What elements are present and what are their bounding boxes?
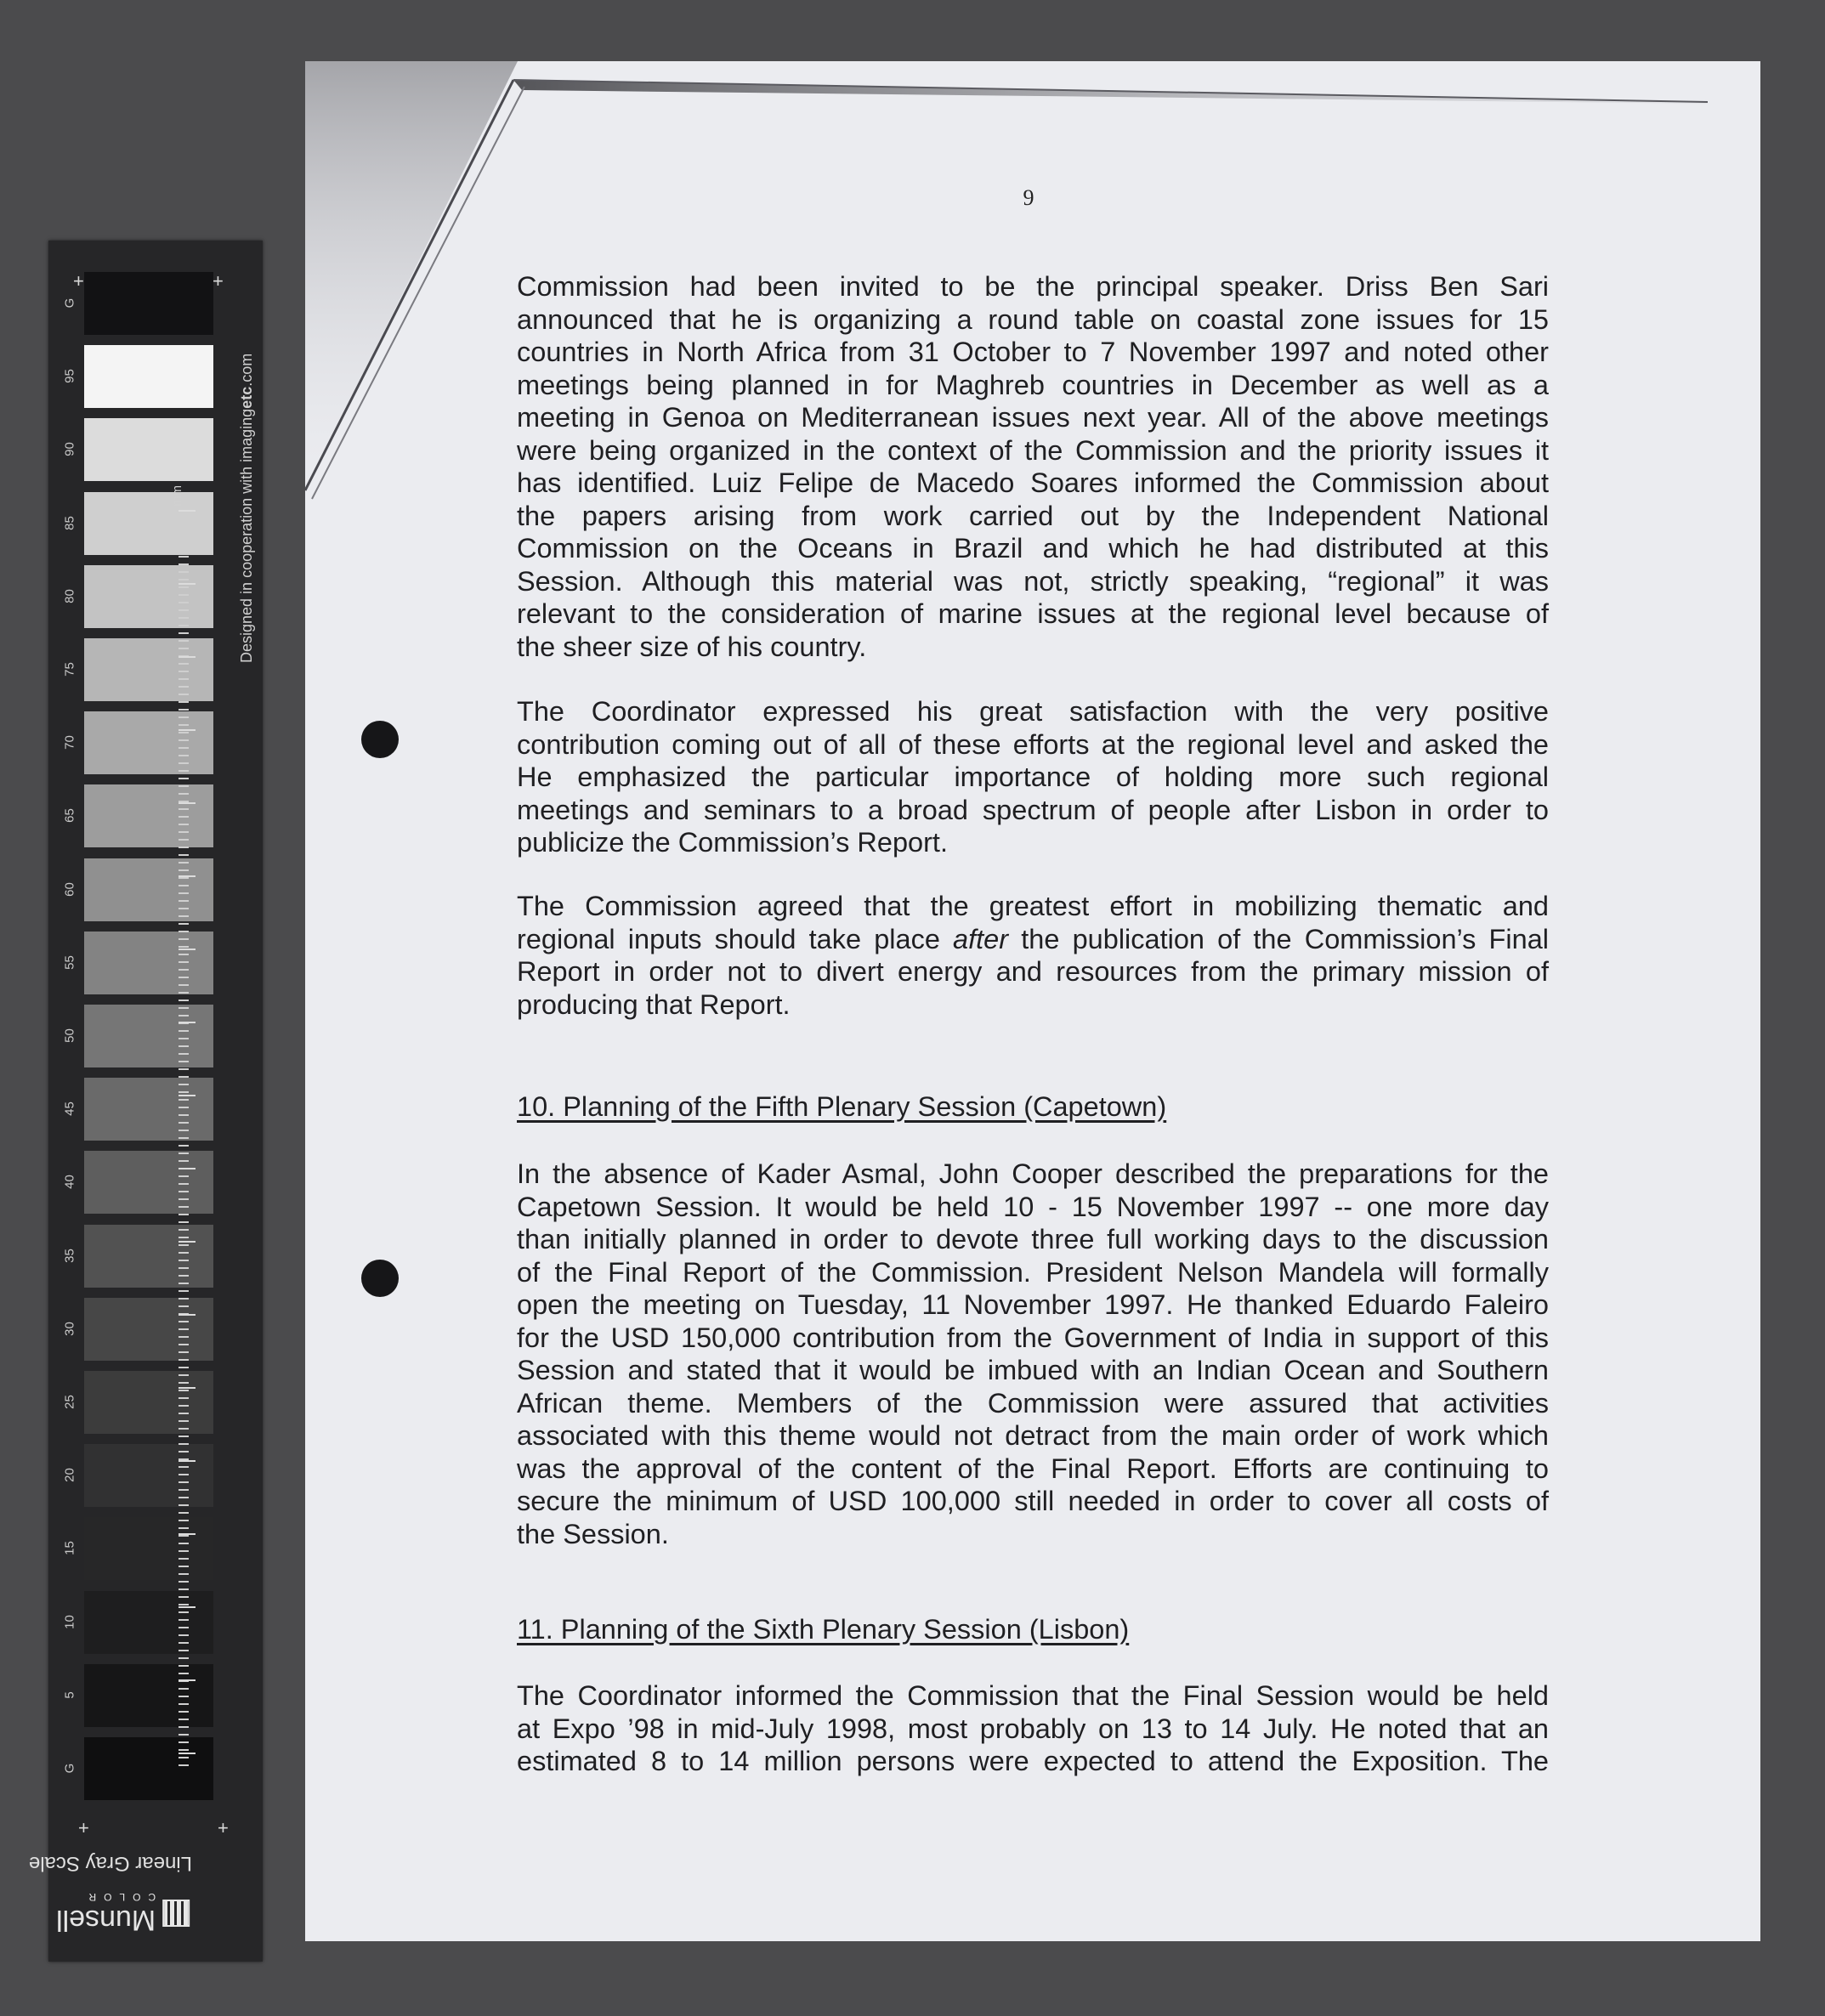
- gray-patch-label: 35: [62, 1248, 77, 1263]
- text-line: of the Final Report of the Commission. President Nelson Mandela will formally: [517, 1256, 1549, 1288]
- text-line: The Coordinator expressed his great satisfaction with the very positive: [517, 696, 1549, 727]
- text-line: producing that Report.: [517, 988, 791, 1020]
- text-line: were being organized in the context of the Commission and the priority issues it: [517, 434, 1549, 466]
- gray-patch-label: 95: [62, 369, 77, 384]
- munsell-brand: Munsell: [56, 1904, 156, 1936]
- punch-hole: [361, 721, 399, 758]
- text-line: the papers arising from work carried out by the Independent National: [517, 500, 1549, 531]
- text-line: for the USD 150,000 contribution from the Government of India in support of this: [517, 1322, 1549, 1353]
- gray-patch-label: 20: [62, 1468, 77, 1483]
- text-line: the Session.: [517, 1518, 669, 1549]
- text-line: the sheer size of his country.: [517, 631, 867, 662]
- gray-patch-label: 25: [62, 1395, 77, 1409]
- gray-patch-label: 15: [62, 1541, 77, 1556]
- gray-patch-label: 55: [62, 954, 77, 970]
- paragraph-lisbon-session: [517, 1679, 1549, 1778]
- text-line: announced that he is organizing a round table on coastal zone issues for 15: [517, 303, 1549, 335]
- text-line: regional inputs should take place after the publication of the Commission’s Final: [517, 923, 1550, 954]
- text-line: The Coordinator informed the Commission that the Final Session would be held: [517, 1680, 1549, 1711]
- text-line: Session. Although this material was not, strictly speaking, “regional” it was: [517, 565, 1549, 597]
- paragraph-capetown-session: [517, 1158, 1549, 1550]
- text-line: African theme. Members of the Commission were assured that activities: [517, 1387, 1549, 1419]
- text-line: estimated 8 to 14 million persons were expected to attend the Exposition. The: [517, 1746, 1549, 1776]
- text-line: publicize the Commission’s Report.: [517, 827, 948, 858]
- gray-patch-label: 80: [62, 588, 77, 603]
- text-line: has identified. Luiz Felipe de Macedo Soares informed the Commission about: [517, 467, 1549, 498]
- gray-patch-label: 10: [62, 1614, 77, 1629]
- text-line: meetings being planned in for Maghreb countries in December as well as a: [517, 369, 1549, 400]
- text-line: meeting in Genoa on Mediterranean issues next year. All of the above meetings: [517, 402, 1549, 433]
- plus-mark: +: [213, 270, 224, 292]
- text-line: countries in North Africa from 31 October to 7 November 1997 and noted other: [517, 337, 1549, 367]
- gray-patch-label: 75: [62, 662, 77, 677]
- text-line: open the meeting on Tuesday, 11 November 1997. He thanked Eduardo Faleiro: [517, 1289, 1549, 1320]
- gray-patch-label: G: [62, 297, 77, 309]
- gray-patch-label: 70: [62, 735, 77, 750]
- text-line: Session and stated that it would be imbued with an Indian Ocean and Southern: [517, 1355, 1549, 1385]
- designed-by-text: Designed in cooperation with imagingetc.com: [238, 353, 255, 663]
- gray-patch-label: 90: [62, 442, 77, 457]
- munsell-grid-icon: [162, 1900, 190, 1928]
- paragraph-coordinator-satisfaction: [517, 695, 1549, 859]
- text-line: Capetown Session. It would be held 10 - 15 November 1997 -- one more day: [517, 1191, 1549, 1222]
- gray-patch-label: 45: [62, 1101, 77, 1117]
- text-line: Commission on the Oceans in Brazil and which he had distributed at this: [517, 533, 1549, 563]
- mm-label: mm: [170, 485, 184, 507]
- gray-patch-label: 50: [62, 1028, 77, 1043]
- gray-patch-label: 5: [62, 1691, 77, 1699]
- gray-patch: [84, 418, 213, 481]
- text-line: He emphasized the particular importance of holding more such regional: [517, 762, 1549, 792]
- munsell-brand-sub: COLOR: [81, 1891, 156, 1903]
- text-line: secure the minimum of USD 100,000 still needed in order to cover all costs of: [517, 1486, 1549, 1516]
- gray-patch-label: 65: [62, 808, 77, 824]
- gray-patch-label: 40: [62, 1175, 77, 1190]
- paragraph-regional-meetings: [517, 270, 1549, 663]
- mm-ruler-major-ticks: [179, 510, 196, 1768]
- plus-mark: +: [218, 1817, 229, 1838]
- linear-gray-scale-label: Linear Gray Scale: [28, 1852, 192, 1875]
- munsell-logo: [56, 1891, 190, 1936]
- gray-patch: [84, 272, 213, 335]
- text-line: was the approval of the content of the Final Report. Efforts are continuing to: [517, 1453, 1549, 1484]
- gray-patch-label: G: [62, 1763, 77, 1774]
- section-heading-11: 11. Planning of the Sixth Plenary Session (Lisbon): [517, 1614, 1130, 1645]
- section-heading-10: 10. Planning of the Fifth Plenary Session (Capetown): [517, 1091, 1167, 1122]
- text-line: contribution coming out of all of these efforts at the regional level and asked the: [517, 728, 1549, 760]
- text-line: than initially planned in order to devote three full working days to the discussion: [517, 1224, 1549, 1254]
- paragraph-commission-agreed: [517, 890, 1549, 1021]
- punch-hole: [361, 1260, 399, 1297]
- text-line: at Expo ’98 in mid-July 1998, most probably on 13 to 14 July. He noted that an: [517, 1713, 1549, 1744]
- gray-patch-label: 60: [62, 881, 77, 897]
- plus-mark: +: [73, 270, 84, 292]
- gray-patch: [84, 345, 213, 408]
- text-line: Report in order not to divert energy and resources from the primary mission of: [517, 956, 1549, 987]
- gray-patch-label: 85: [62, 515, 77, 530]
- text-line: Commission had been invited to be the principal speaker. Driss Ben Sari: [517, 271, 1549, 302]
- page-number: 9: [1023, 185, 1034, 210]
- text-line: relevant to the consideration of marine issues at the regional level because of: [517, 598, 1549, 629]
- text-line: In the absence of Kader Asmal, John Cooper described the preparations for the: [517, 1158, 1549, 1189]
- text-line: meetings and seminars to a broad spectrum of people after Lisbon in order to: [517, 794, 1549, 825]
- plus-mark: +: [78, 1817, 89, 1838]
- gray-patch-label: 30: [62, 1321, 77, 1336]
- text-line: associated with this theme would not detract from the main order of work which: [517, 1420, 1549, 1451]
- text-line: The Commission agreed that the greatest effort in mobilizing thematic and: [517, 891, 1549, 921]
